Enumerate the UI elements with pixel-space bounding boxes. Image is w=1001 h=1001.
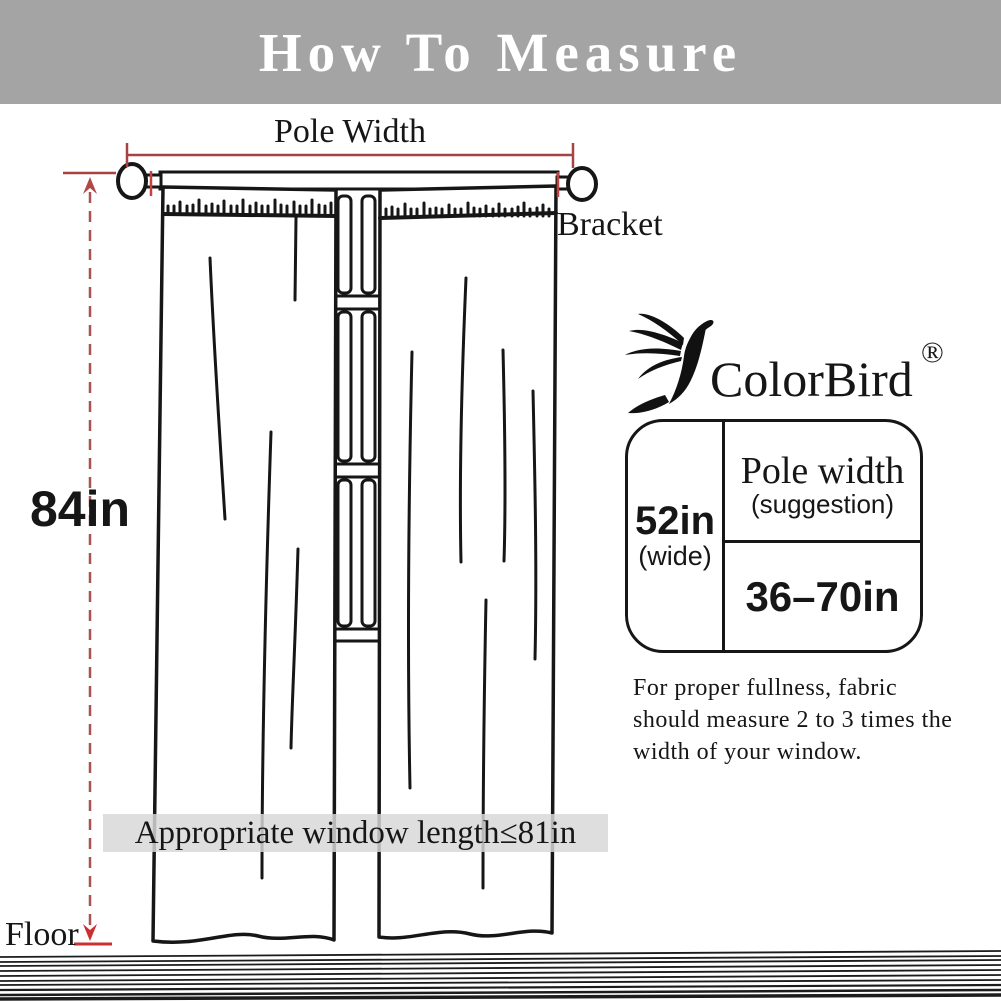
size-table-width-cell xyxy=(628,422,725,650)
size-table-pole-header-cell xyxy=(725,422,920,543)
panel-width-note: (wide) xyxy=(638,541,712,571)
arrow-up xyxy=(83,177,97,194)
pole-width-title: Pole width xyxy=(740,449,905,492)
pole-width-label: Pole Width xyxy=(274,113,426,150)
size-table xyxy=(625,419,923,653)
window-length-band xyxy=(103,814,608,852)
window-frame xyxy=(334,196,380,641)
fullness-note-line: For proper fullness, fabric xyxy=(633,675,898,701)
right-finial xyxy=(568,168,596,200)
registered-trademark-icon: ® xyxy=(921,336,944,369)
size-table-pole-range-cell xyxy=(725,543,920,650)
size-table-pole-column xyxy=(725,422,920,650)
fullness-note-line: should measure 2 to 3 times the xyxy=(633,707,953,733)
left-finial xyxy=(118,164,146,198)
arrow-down xyxy=(83,924,97,941)
brand-name: ColorBird xyxy=(710,351,913,407)
fullness-note-line: width of your window. xyxy=(633,739,862,765)
floor-label: Floor xyxy=(5,916,79,953)
hummingbird-logo-icon xyxy=(620,306,716,414)
fullness-note xyxy=(633,672,973,768)
pole-width-range: 36–70in xyxy=(745,572,900,620)
panel-width-value: 52in xyxy=(634,499,716,543)
window-length-label: Appropriate window length≤81in xyxy=(134,814,577,851)
floor-lines xyxy=(0,951,1001,999)
height-label: 84in xyxy=(30,481,131,537)
pole-width-note: (suggestion) xyxy=(750,488,895,519)
bracket-label: Bracket xyxy=(557,206,663,243)
page-title: How To Measure xyxy=(258,21,743,83)
